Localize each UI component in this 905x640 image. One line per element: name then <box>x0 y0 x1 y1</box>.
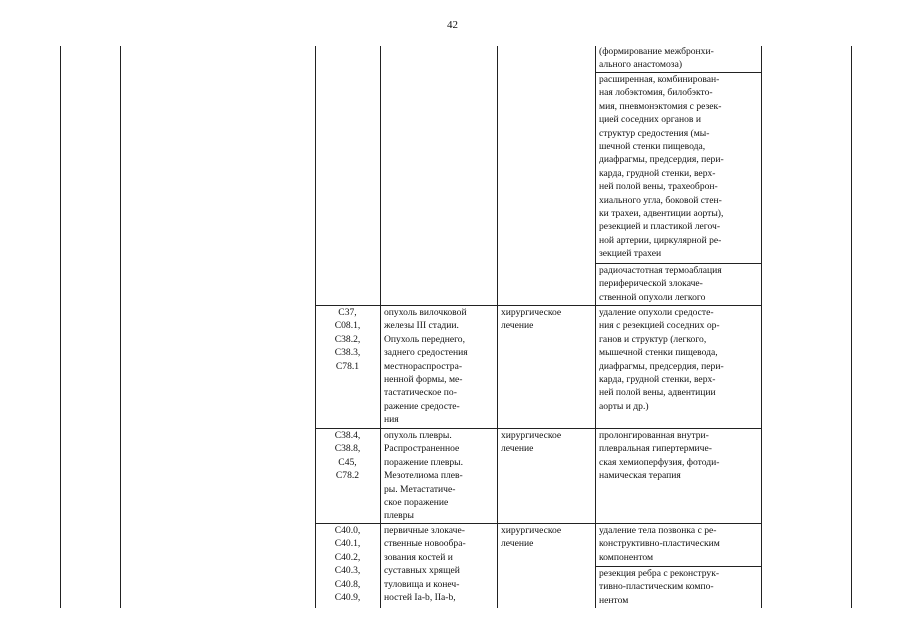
diagnosis-cell: первичные злокаче- ственные новообра- зования костей и суставных хрящей туловища и конеч- ностей Ia-b, IIa-b, <box>384 525 466 604</box>
icd-codes-cell: C40.0, C40.1, C40.2, C40.3, C40.8, C40.9, <box>334 525 361 604</box>
method-cell: пролонгированная внутри- плевральная гипертермиче- ская хемиоперфузия, фотоди- намическая терапия <box>599 430 720 482</box>
table-border-left <box>60 46 61 608</box>
method-cell: резекция ребра с реконструк- тивно-пластическим компо- нентом <box>599 568 720 606</box>
treatment-cell: хирургическое лечение <box>501 430 562 455</box>
page-number: 42 <box>447 19 458 31</box>
method-cell: расширенная, комбинирован- ная лобэктомия, билобэкто- мия, пневмонэктомия с резек- цией соседних органов и структур средостения (мы- шечной стенки пищевода, диафрагмы, предсердия, пери- карда, грудной стенки, верх- ней полой вены, трахеоброн- хиального угла, боковой стен- ки трахеи, адвентиции аорты), резекцией и пластикой легоч- ной артерии, циркулярной ре- зекцией трахеи <box>599 74 724 260</box>
method-cell: (формирование межбронхи- ального анастомоза) <box>599 46 714 71</box>
method-cell: радиочастотная термоаблация периферической злокаче- ственной опухоли легкого <box>599 265 722 303</box>
column-divider <box>761 46 762 608</box>
diagnosis-cell: опухоль плевры. Распространенное поражение плевры. Мезотелиома плев- ры. Метастатиче- ское поражение плевры <box>384 430 464 522</box>
treatment-cell: хирургическое лечение <box>501 307 562 332</box>
table-border-right <box>851 46 852 608</box>
icd-codes-cell: C38.4, C38.8, C45, C78.2 <box>334 430 361 482</box>
method-cell: удаление тела позвонка с ре- конструктивно-пластическим компонентом <box>599 525 720 563</box>
treatment-cell: хирургическое лечение <box>501 525 562 550</box>
method-cell: удаление опухоли средосте- ния с резекцией соседних ор- ганов и структур (легкого, мышечной стенки пищевода, диафрагмы, предсердия, пери- карда, грудной стенки, верх- ней полой вены, адвентиции аорты и др.) <box>599 307 724 412</box>
icd-codes-cell: C37, C08.1, C38.2, C38.3, C78.1 <box>334 307 361 372</box>
column-divider <box>120 46 121 608</box>
diagnosis-cell: опухоль вилочковой железы III стадии. Опухоль переднего, заднего средостения местнораспростра- ненной формы, ме- тастатическое по- ражение средосте- ния <box>384 307 468 426</box>
